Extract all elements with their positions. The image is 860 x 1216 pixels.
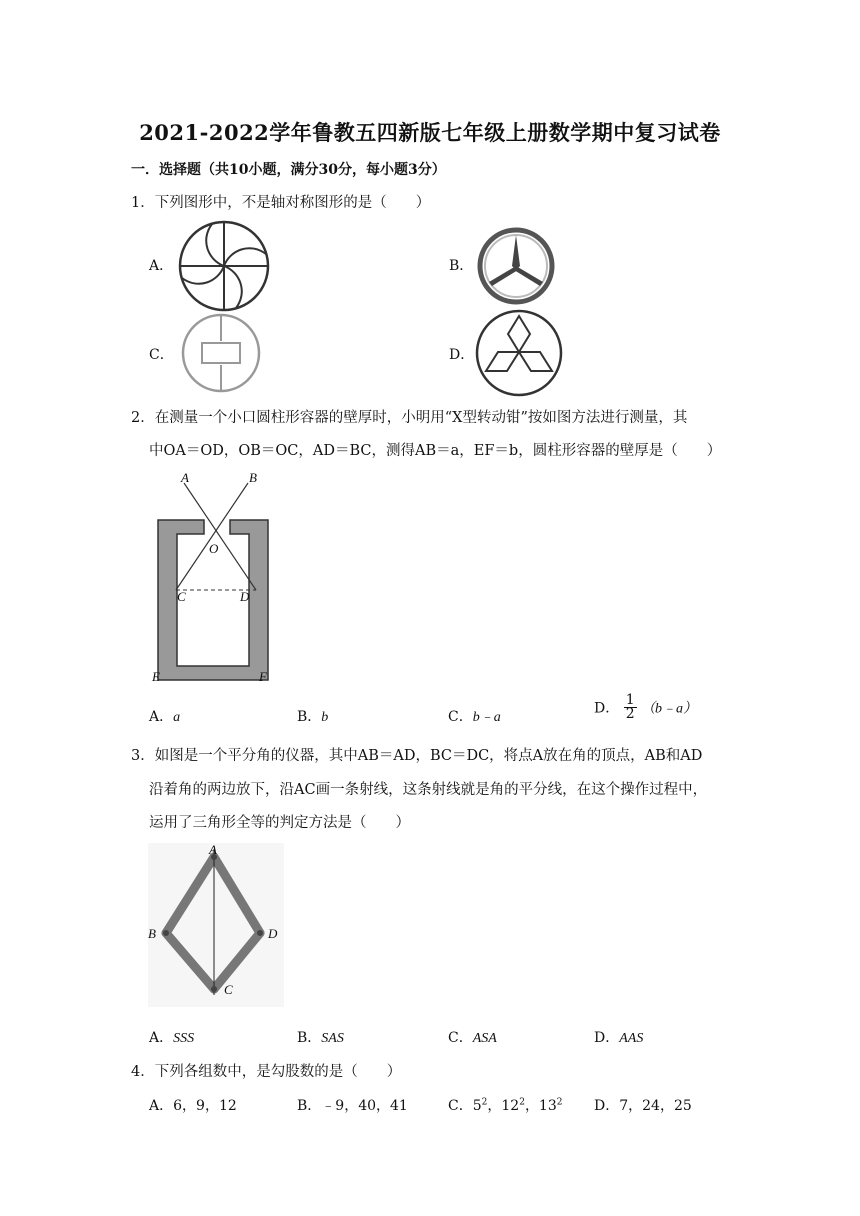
question-3-line-1: 3．如图是一个平分角的仪器，其中AB＝AD，BC＝DC，将点A放在角的顶点，AB和AD: [131, 748, 703, 764]
q2-option-c: C．b﹣a: [448, 709, 501, 725]
q3-label-b: B: [148, 926, 156, 941]
fraction-one-half: $\frac{1}{2}$: [625, 692, 635, 722]
q3-figure-angle-bisector-tool: [148, 843, 284, 1007]
q1-option-a-letter: A．: [149, 258, 174, 274]
q1-option-c-figure: [175, 312, 267, 394]
q3-label-c: C: [224, 982, 233, 997]
q2-option-a: A．a: [149, 709, 181, 725]
q3-option-a: A．SSS: [149, 1030, 195, 1046]
q2-option-b: B．b: [297, 709, 329, 725]
section-heading: 一．选择题（共10小题，满分30分，每小题3分）: [131, 162, 446, 178]
q2-label-d: D: [240, 589, 250, 604]
q1-option-d-letter: D．: [449, 347, 475, 363]
q4-option-d: D．7，24，25: [594, 1098, 692, 1114]
q4-option-b: B．﹣9，40，41: [297, 1098, 408, 1114]
question-2-line-1: 2．在测量一个小口圆柱形容器的壁厚时，小明用“X型转动钳”按如图方法进行测量，其: [131, 410, 688, 426]
q2-label-c: C: [177, 589, 186, 604]
q2-label-o: O: [209, 541, 219, 556]
q1-option-c-letter: C．: [149, 347, 174, 363]
question-1-stem: 1．下列图形中，不是轴对称图形的是（ ）: [131, 195, 431, 211]
q1-option-b-letter: B．: [449, 258, 474, 274]
q1-option-d-figure: [474, 308, 564, 398]
q1-option-b-figure: [477, 227, 555, 305]
q3-label-a: A: [209, 842, 217, 857]
question-3-line-3: 运用了三角形全等的判定方法是（ ）: [149, 815, 410, 831]
q3-label-d: D: [268, 926, 278, 941]
q3-option-b: B．SAS: [297, 1030, 344, 1046]
q2-label-b: B: [249, 470, 257, 485]
q3-option-d: D．AAS: [594, 1030, 644, 1046]
q2-option-d: D． $\frac{1}{2}$ （b﹣a）: [594, 692, 698, 722]
q2-label-a: A: [181, 470, 189, 485]
q2-label-e: E: [152, 669, 160, 684]
page-title: 2021-2022学年鲁教五四新版七年级上册数学期中复习试卷: [139, 120, 721, 145]
question-4-stem: 4．下列各组数中，是勾股数的是（ ）: [131, 1064, 402, 1080]
question-2-line-2: 中OA＝OD，OB＝OC，AD＝BC，测得AB＝a，EF＝b，圆柱形容器的壁厚是（ ）: [149, 443, 722, 459]
q1-option-a-figure: [178, 220, 270, 312]
q4-option-c: C．$5^2$，$12^2$，$13^2$: [448, 1097, 563, 1114]
question-3-line-2: 沿着角的两边放下，沿AC画一条射线，这条射线就是角的平分线，在这个操作过程中，: [149, 782, 708, 798]
q4-option-a: A．6，9，12: [149, 1098, 237, 1114]
q2-label-f: F: [259, 669, 267, 684]
q2-figure-x-pliers: [148, 468, 278, 686]
q3-option-c: C．ASA: [448, 1030, 497, 1046]
